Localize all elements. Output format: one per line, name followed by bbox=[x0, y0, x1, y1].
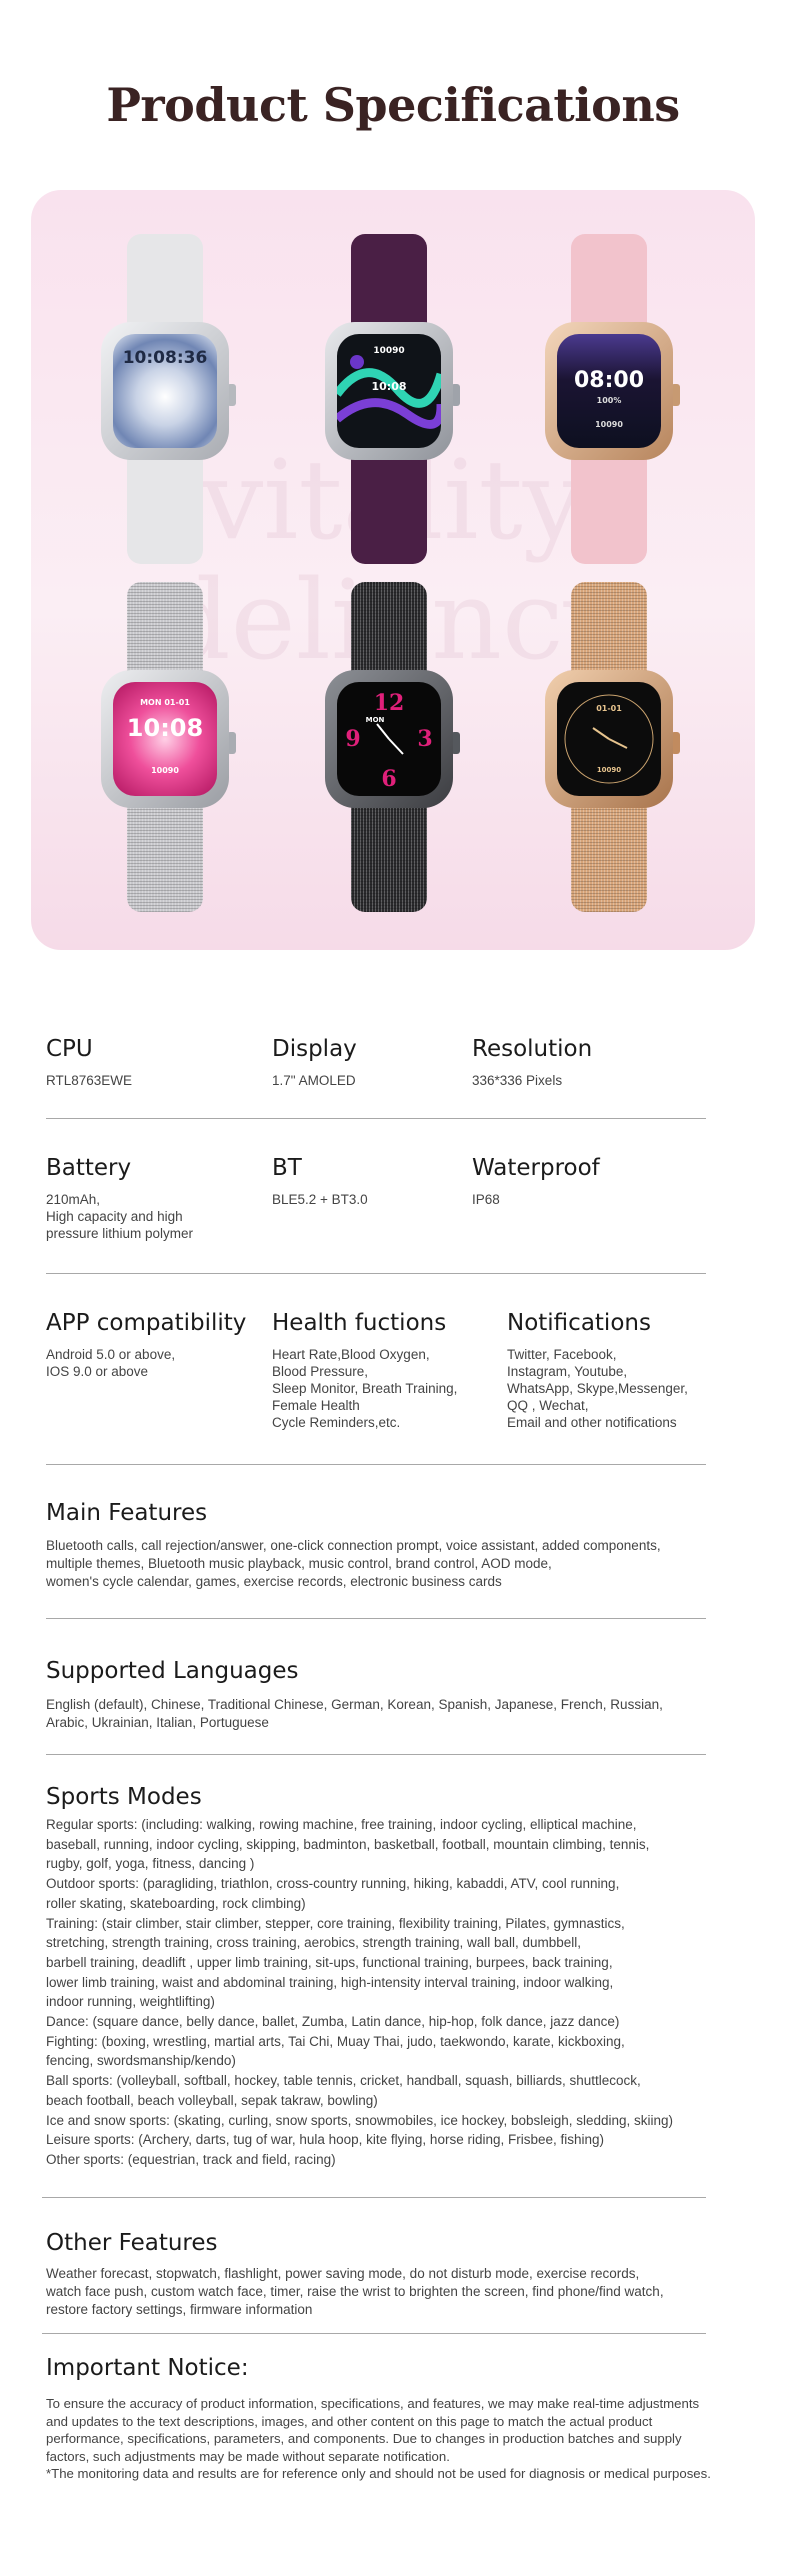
body-line: Fighting: (boxing, wrestling, martial arts, Tai Chi, Muay Thai, judo, taekwondo, karate, kickboxing, bbox=[46, 2033, 625, 2049]
body-line: Bluetooth calls, call rejection/answer, one-click connection prompt, voice assistant, added components, bbox=[46, 1538, 661, 1553]
watch-silver-mesh bbox=[89, 582, 249, 912]
body-line: Weather forecast, stopwatch, flashlight, power saving mode, do not disturb mode, exercise records, bbox=[46, 2266, 640, 2281]
watch-case bbox=[325, 322, 453, 460]
divider bbox=[46, 1464, 706, 1465]
other-features-body bbox=[46, 2265, 736, 2319]
divider bbox=[46, 1118, 706, 1119]
spec-label-waterproof: Waterproof bbox=[472, 1155, 600, 1181]
svg-text:6: 6 bbox=[381, 766, 397, 792]
spec-line: Instagram, Youtube, bbox=[507, 1364, 628, 1379]
divider bbox=[42, 2333, 706, 2334]
body-line: English (default), Chinese, Traditional Chinese, German, Korean, Spanish, Japanese, French, Russian, bbox=[46, 1697, 663, 1712]
body-line: Training: (stair climber, stair climber, stepper, core training, flexibility training, Pilates, gymnastics, bbox=[46, 1915, 625, 1931]
body-line: factors, such adjustments may be made without separate notification. bbox=[46, 2448, 450, 2464]
body-line: fencing, swordsmanship/kendo) bbox=[46, 2053, 236, 2069]
spec-line: High capacity and high bbox=[46, 1209, 183, 1224]
watch-steps: 10090 bbox=[595, 420, 623, 429]
body-line: performance, specifications, parameters, and components. Due to changes in production batches and supply bbox=[46, 2431, 682, 2446]
body-line: watch face push, custom watch face, timer, raise the wrist to brighten the screen, find phone/find watch, bbox=[46, 2284, 664, 2299]
spec-line: Cycle Reminders,etc. bbox=[272, 1415, 401, 1430]
spec-value-resolution: 336*336 Pixels bbox=[472, 1073, 563, 1088]
divider bbox=[46, 1273, 706, 1274]
spec-line: Blood Pressure, bbox=[272, 1364, 369, 1379]
divider bbox=[46, 1754, 706, 1755]
spec-value-cpu: RTL8763EWE bbox=[46, 1073, 133, 1088]
watch-strap bbox=[351, 802, 427, 912]
watch-pink-silicone bbox=[533, 234, 693, 564]
spec-value-notifications bbox=[507, 1346, 688, 1431]
svg-text:3: 3 bbox=[417, 726, 433, 752]
sports-modes-title: Sports Modes bbox=[46, 1784, 202, 1810]
spec-label-notifications: Notifications bbox=[507, 1310, 651, 1336]
body-line: and updates to the text descriptions, images, and other content on this page to match the actual product bbox=[46, 2413, 653, 2429]
sports-modes-body bbox=[46, 1815, 736, 2170]
watch-strap bbox=[351, 454, 427, 564]
spec-line: WhatsApp, Skype,Messenger, bbox=[507, 1381, 688, 1396]
watch-steps: 10090 bbox=[151, 766, 179, 775]
watch-face-graphic bbox=[557, 682, 661, 796]
spec-label-cpu: CPU bbox=[46, 1036, 93, 1062]
watch-steps: 10090 bbox=[596, 766, 622, 774]
watch-case bbox=[101, 322, 229, 460]
spec-label-battery: Battery bbox=[46, 1155, 132, 1181]
body-line: barbell training, deadlift , upper limb training, sit-ups, functional training, burpees, back training, bbox=[46, 1954, 613, 1970]
body-line: beach football, beach volleyball, sepak takraw, bowling) bbox=[46, 2092, 378, 2108]
watch-date: MON bbox=[365, 716, 385, 724]
watch-face-graphic bbox=[337, 682, 441, 796]
divider bbox=[42, 2197, 706, 2198]
watch-screen bbox=[113, 682, 217, 796]
watch-date: MON 01-01 bbox=[140, 698, 190, 707]
spec-line: Android 5.0 or above, bbox=[46, 1347, 176, 1362]
body-line: To ensure the accuracy of product information, specifications, and features, we may make real-time adjustments bbox=[46, 2396, 700, 2411]
watch-screen bbox=[557, 334, 661, 448]
watch-black-mesh bbox=[313, 582, 473, 912]
watch-screen bbox=[113, 334, 217, 448]
spec-line: Female Health bbox=[272, 1398, 360, 1413]
watch-case bbox=[545, 322, 673, 460]
body-line: baseball, running, indoor cycling, skipping, badminton, basketball, football, mountain climbing, tennis, bbox=[46, 1836, 650, 1852]
svg-text:12: 12 bbox=[373, 690, 405, 716]
spec-line: Sleep Monitor, Breath Training, bbox=[272, 1381, 458, 1396]
spec-line: BLE5.2 + BT3.0 bbox=[272, 1192, 368, 1207]
other-features-title: Other Features bbox=[46, 2230, 218, 2256]
watch-time: 10:08:36 bbox=[122, 348, 208, 368]
body-line: women's cycle calendar, games, exercise records, electronic business cards bbox=[46, 1574, 502, 1589]
watch-white-silicone bbox=[89, 234, 249, 564]
watch-gold-mesh bbox=[533, 582, 693, 912]
watch-strap bbox=[127, 454, 203, 564]
spec-line: 210mAh, bbox=[46, 1192, 101, 1207]
watch-case bbox=[545, 670, 673, 808]
body-line: Regular sports: (including: walking, rowing machine, free training, indoor cycling, elliptical machine, bbox=[46, 1817, 637, 1832]
watch-date: 01-01 bbox=[596, 704, 622, 713]
page-title: Product Specifications bbox=[106, 78, 680, 132]
divider bbox=[46, 1618, 706, 1619]
spec-value-health-functions bbox=[272, 1346, 457, 1431]
spec-label-resolution: Resolution bbox=[472, 1036, 593, 1062]
spec-value-waterproof bbox=[472, 1191, 500, 1208]
body-line: Ice and snow sports: (skating, curling, snow sports, snowmobiles, ice hockey, bobsleigh, sledding, skiing) bbox=[46, 2112, 674, 2128]
body-line: multiple themes, Bluetooth music playback, music control, brand control, AOD mode, bbox=[46, 1556, 552, 1571]
spec-line: Twitter, Facebook, bbox=[507, 1347, 617, 1362]
spec-label-health-functions: Health fuctions bbox=[272, 1310, 447, 1336]
body-line: Other sports: (equestrian, track and field, racing) bbox=[46, 2151, 336, 2167]
notice-title: Important Notice: bbox=[46, 2355, 249, 2381]
languages-title: Supported Languages bbox=[46, 1658, 299, 1684]
main-features-body bbox=[46, 1537, 736, 1591]
spec-line: Email and other notifications bbox=[507, 1415, 677, 1430]
spec-line: pressure lithium polymer bbox=[46, 1226, 194, 1241]
watch-strap bbox=[571, 802, 647, 912]
svg-text:9: 9 bbox=[345, 726, 361, 752]
notice-body bbox=[46, 2395, 766, 2483]
body-line: lower limb training, waist and abdominal training, high-intensity interval training, indoor walking, bbox=[46, 1974, 614, 1990]
watch-case bbox=[325, 670, 453, 808]
watch-purple-silicone bbox=[313, 234, 473, 564]
watch-screen bbox=[557, 682, 661, 796]
main-features-title: Main Features bbox=[46, 1500, 208, 1526]
watch-time: 10:08 bbox=[126, 714, 204, 742]
product-hero-image bbox=[31, 190, 755, 950]
spec-label-app-compatibility: APP compatibility bbox=[46, 1310, 247, 1336]
spec-line: Heart Rate,Blood Oxygen, bbox=[272, 1347, 430, 1362]
watch-screen bbox=[337, 334, 441, 448]
body-line: Dance: (square dance, belly dance, ballet, Zumba, Latin dance, hip-hop, folk dance, jazz dance) bbox=[46, 2014, 620, 2030]
spec-value-display: 1.7" AMOLED bbox=[272, 1073, 356, 1088]
body-line: restore factory settings, firmware information bbox=[46, 2302, 313, 2317]
watch-strap bbox=[571, 454, 647, 564]
spec-value-battery bbox=[46, 1191, 193, 1242]
watch-screen bbox=[337, 682, 441, 796]
body-line: indoor running, weightlifting) bbox=[46, 1994, 215, 2010]
watch-time: 10:08 bbox=[371, 380, 407, 393]
watch-steps: 10090 bbox=[373, 346, 405, 356]
spec-line: IOS 9.0 or above bbox=[46, 1364, 149, 1379]
watch-battery: 100% bbox=[596, 396, 622, 405]
body-line: stretching, strength training, cross training, aerobics, strength training, wall ball, dumbbell, bbox=[46, 1935, 582, 1951]
body-line: rugby, golf, yoga, fitness, dancing ) bbox=[46, 1856, 255, 1872]
body-line: roller skating, skateboarding, rock climbing) bbox=[46, 1895, 306, 1911]
spec-label-bt: BT bbox=[272, 1155, 302, 1181]
spec-line: IP68 bbox=[472, 1192, 500, 1207]
watch-strap bbox=[127, 802, 203, 912]
spec-label-display: Display bbox=[272, 1036, 357, 1062]
watch-time: 08:00 bbox=[573, 368, 645, 393]
body-line: Ball sports: (volleyball, softball, hockey, table tennis, cricket, handball, squash, billiards, shuttlecock, bbox=[46, 2073, 641, 2089]
body-line: Outdoor sports: (paragliding, triathlon, cross-country running, hiking, kabaddi, ATV, cool running, bbox=[46, 1876, 620, 1892]
spec-line: QQ , Wechat, bbox=[507, 1398, 589, 1413]
body-line: Leisure sports: (Archery, darts, tug of war, hula hoop, kite flying, horse riding, Frisbee, fishing) bbox=[46, 2132, 605, 2148]
body-line: Arabic, Ukrainian, Italian, Portuguese bbox=[46, 1715, 269, 1730]
spec-value-app-compatibility bbox=[46, 1346, 175, 1380]
languages-body bbox=[46, 1696, 736, 1732]
body-line: *The monitoring data and results are for reference only and should not be used for diagnosis or medical purposes. bbox=[46, 2466, 711, 2481]
watch-case bbox=[101, 670, 229, 808]
spec-value-bt bbox=[272, 1191, 368, 1208]
